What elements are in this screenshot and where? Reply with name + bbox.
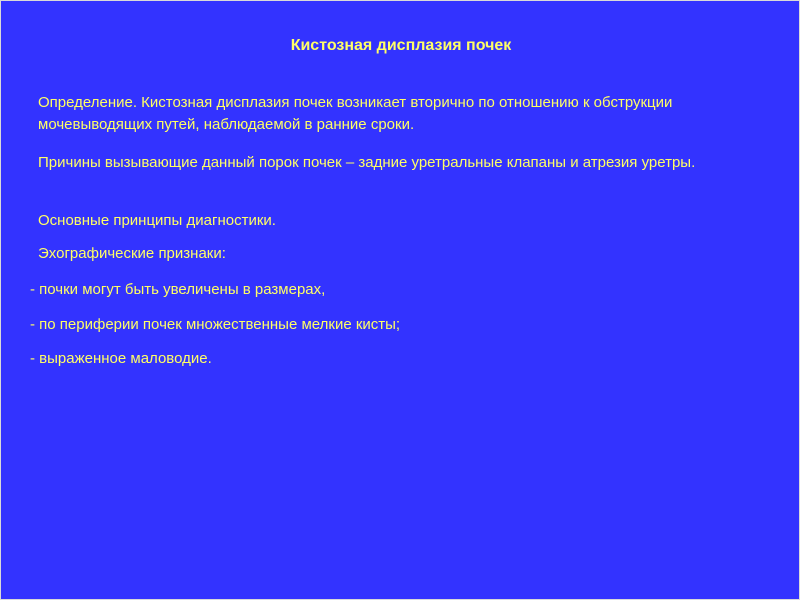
diagnostics-heading: Основные принципы диагностики. [38, 212, 276, 229]
slide-title: Кистозная дисплазия почек [290, 37, 512, 54]
definition-paragraph: Определение. Кистозная дисплазия почек возникает вторично по отношению к обструкции мочевыводящих путей, наблюдаемой в ранние сроки. [38, 94, 673, 133]
bullet-item: - по периферии почек множественные мелкие кисты; [30, 316, 401, 333]
bullet-item: - выраженное маловодие. [30, 350, 212, 367]
causes-paragraph: Причины вызывающие данный порок почек – задние уретральные клапаны и атрезия уретры. [38, 154, 696, 171]
echographic-signs-heading: Эхографические признаки: [38, 245, 226, 262]
bullet-item: - почки могут быть увеличены в размерах, [30, 281, 326, 298]
